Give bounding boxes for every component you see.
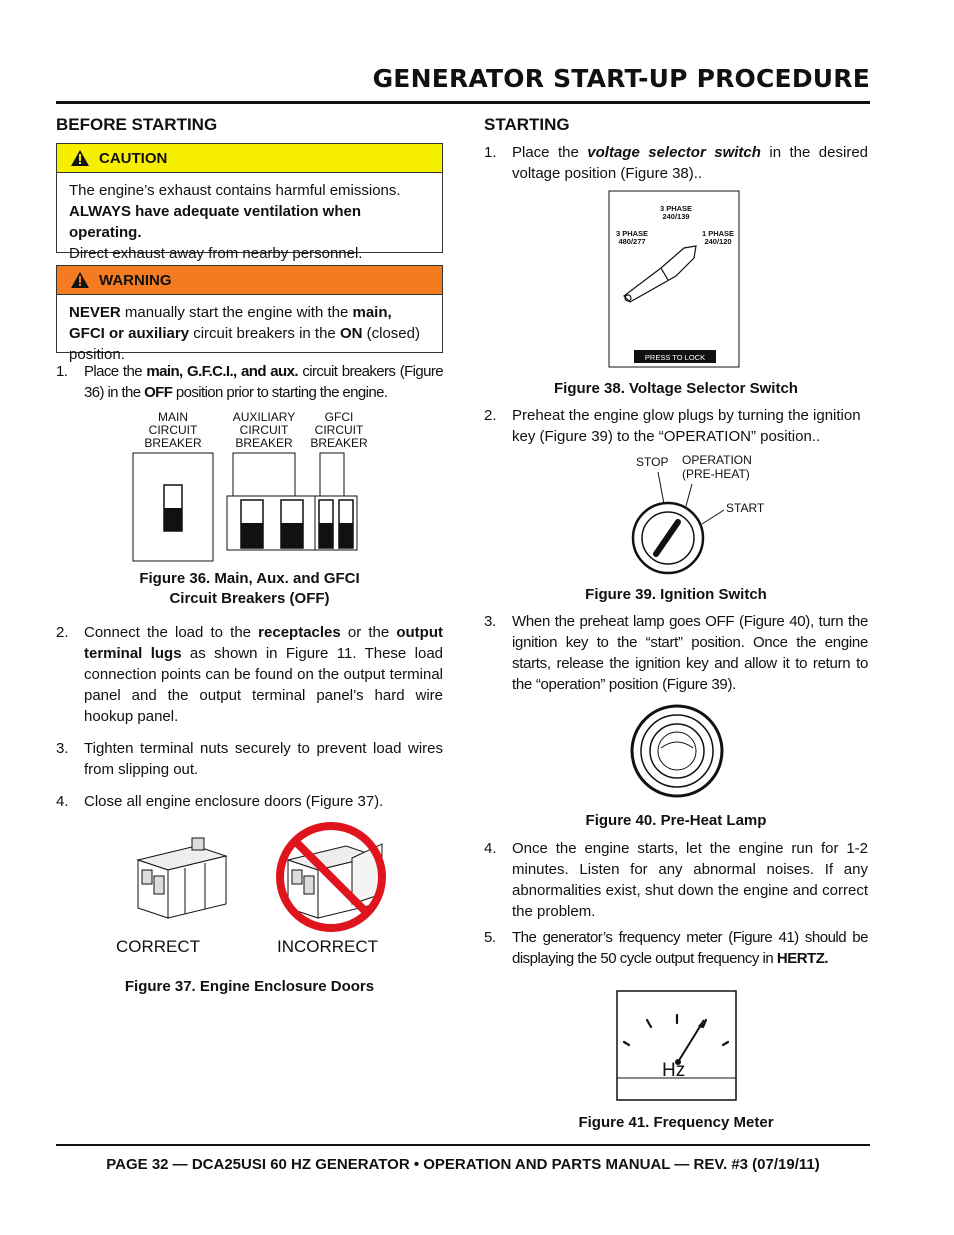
step-text: Once the engine starts, let the engine run for 1-2 minutes. Listen for any abnormal noises. If any abnormalities exist, shut down the engine and correct the problem.: [512, 840, 868, 920]
step-text: The generator’s frequency meter (Figure 41) should be displaying the 50 cycle output frequency in: [512, 929, 868, 967]
ignition-operation-label: OPERATION: [682, 453, 752, 467]
gfci-breaker-frame: [320, 453, 344, 497]
step-text: Place the: [84, 363, 147, 380]
starting-step-3: [484, 611, 868, 695]
ignition-stop-label: STOP: [636, 455, 669, 469]
page-footer: PAGE 32 — DCA25USI 60 HZ GENERATOR • OPERATION AND PARTS MANUAL — REV. #3 (07/19/11): [106, 1156, 820, 1173]
fig36-label: CIRCUIT: [239, 423, 289, 437]
step-text: as shown in Figure 11. These load connection points can be found on the output terminal panel and the output terminal panel’s hard wire hookup panel.: [84, 645, 443, 725]
step-number: 4.: [484, 840, 497, 857]
main-breaker-toggle: [164, 508, 182, 531]
warning-on: ON: [339, 325, 363, 342]
fig36-label: BREAKER: [235, 436, 293, 450]
step-bold: OFF: [144, 384, 173, 401]
step-number: 2.: [484, 407, 497, 424]
gfci-switch-2-toggle: [339, 523, 353, 548]
starting-step-5: [484, 927, 868, 969]
step-bold: receptacles: [258, 624, 341, 641]
starting-step-1: [484, 142, 868, 184]
step-bold: HERTZ.: [776, 950, 829, 967]
footer-rule: [56, 1144, 870, 1146]
fig36-label: MAIN: [158, 410, 188, 424]
label-correct: CORRECT: [116, 937, 201, 956]
caution-line-2: ALWAYS have adequate ventilation when operating.: [69, 203, 362, 241]
gfci-switch-1-toggle: [319, 523, 333, 548]
step-number: 5.: [484, 929, 496, 946]
step-text: Preheat the engine glow plugs by turning the ignition key (Figure 39) to the “OPERATION” position..: [512, 407, 861, 445]
caption-line: Figure 36. Main, Aux. and GFCI: [139, 570, 360, 587]
step-text: in the desired voltage position (Figure 38)..: [512, 144, 868, 182]
step-text: Tighten terminal nuts securely to prevent load wires from slipping out.: [84, 740, 443, 778]
fig36-label: BREAKER: [144, 436, 202, 450]
selector-label: 240/120: [704, 237, 732, 246]
before-step-3: [56, 738, 443, 780]
step-number: 3.: [484, 613, 496, 630]
caution-header: [57, 144, 442, 173]
ignition-start-label: START: [726, 501, 765, 515]
warning-triangle-icon: [71, 272, 89, 288]
step-number: 1.: [484, 144, 497, 161]
fig36-label: CIRCUIT: [148, 423, 198, 437]
warning-breakers: main, GFCI or auxiliary: [69, 304, 392, 342]
step-number: 1.: [56, 363, 68, 380]
fig36-label: BREAKER: [310, 436, 368, 450]
selector-label: 3 PHASE: [659, 204, 693, 213]
step-bold: main, G.F.C.I., and aux.: [146, 363, 298, 380]
step-bold-italic: voltage selector switch: [587, 144, 761, 161]
label-incorrect: INCORRECT: [277, 937, 379, 956]
selector-label: 3 PHASE: [615, 229, 649, 238]
selector-label: 480/277: [618, 237, 646, 246]
figure-38-caption: Figure 38. Voltage Selector Switch: [554, 380, 798, 397]
figure-39-caption: Figure 39. Ignition Switch: [585, 586, 767, 603]
before-starting-heading: BEFORE STARTING: [56, 115, 218, 134]
caption-line: Circuit Breakers (OFF): [169, 590, 330, 607]
starting-step-4: [484, 838, 868, 922]
step-text: position prior to starting the engine.: [172, 384, 388, 401]
step-text: or the: [340, 624, 397, 641]
step-number: 2.: [56, 624, 69, 641]
step-text: When the preheat lamp goes OFF (Figure 40), turn the ignition key to the “start” position. Once the engine starts, release the ignition key and allow it to return to the “operation” position (Figure 39).: [512, 613, 868, 693]
fig36-label: GFCI: [324, 410, 354, 424]
figure-40-caption: Figure 40. Pre-Heat Lamp: [585, 812, 767, 829]
starting-heading: STARTING: [484, 115, 570, 134]
figure-40-preheat-lamp: [628, 702, 726, 800]
figure-39-ignition-switch: [630, 450, 780, 580]
ignition-preheat-label: (PRE-HEAT): [682, 467, 750, 481]
selector-label: 1 PHASE: [701, 229, 735, 238]
aux-switch-1-toggle: [241, 523, 263, 548]
step-number: 4.: [56, 793, 69, 810]
page-title: GENERATOR START-UP PROCEDURE: [372, 64, 870, 93]
warning-label: WARNING: [99, 271, 172, 289]
figure-38-voltage-selector: [606, 188, 742, 370]
meter-unit-label: Hz: [662, 1060, 686, 1081]
selector-label: 240/139: [662, 212, 690, 221]
warning-text-1: manually start the engine with the: [120, 304, 353, 321]
figure-41-frequency-meter: [616, 990, 738, 1102]
caution-line-1: The engine’s exhaust contains harmful emissions.: [69, 182, 401, 199]
figure-37-caption: Figure 37. Engine Enclosure Doors: [124, 978, 375, 995]
step-text: Place the: [512, 144, 588, 161]
caution-line-3: Direct exhaust away from nearby personnel.: [69, 245, 363, 262]
header-rule: [56, 101, 870, 104]
warning-text-2: circuit breakers in the: [189, 325, 340, 342]
before-step-2: [56, 622, 443, 727]
warning-text: [57, 295, 442, 371]
step-bold: output terminal lugs: [84, 624, 443, 662]
figure-41-caption: Figure 41. Frequency Meter: [578, 1114, 774, 1131]
step-text: Connect the load to the: [84, 624, 259, 641]
aux-breaker-frame: [233, 453, 295, 497]
before-step-4: [56, 791, 443, 812]
figure-36-breakers: [120, 405, 380, 565]
warning-never: NEVER: [69, 304, 121, 321]
before-step-1: [56, 361, 443, 403]
caution-text: [57, 173, 442, 270]
caution-box: [56, 143, 443, 262]
figure-36-caption: [56, 569, 443, 609]
fig36-label: CIRCUIT: [314, 423, 364, 437]
figure-37-enclosures: [130, 818, 390, 933]
caution-label: CAUTION: [99, 149, 168, 167]
press-to-lock-label: PRESS TO LOCK: [644, 353, 706, 362]
meter-face: [617, 991, 736, 1100]
warning-triangle-icon: [71, 150, 89, 166]
step-text: circuit breakers (Figure 36) in the: [84, 363, 444, 401]
warning-box: [56, 265, 443, 363]
starting-step-2: [484, 405, 868, 447]
step-number: 3.: [56, 740, 69, 757]
step-text: Close all engine enclosure doors (Figure 37).: [84, 793, 384, 810]
warning-header: [57, 266, 442, 295]
warning-text-3: (closed) position.: [69, 325, 420, 363]
generator-correct: [138, 838, 226, 918]
fig36-label: AUXILIARY: [232, 410, 296, 424]
aux-switch-2-toggle: [281, 523, 303, 548]
